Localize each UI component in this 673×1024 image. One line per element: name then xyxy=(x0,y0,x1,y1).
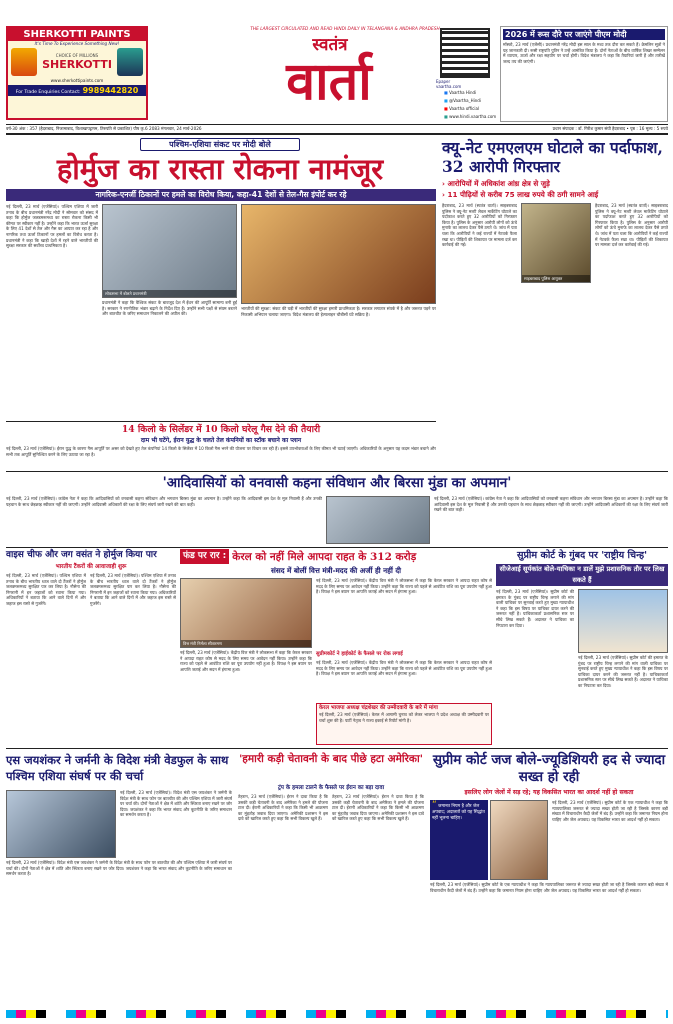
lead-photo[interactable] xyxy=(102,204,237,298)
ad-trade-label: For Trade Enquiries Contact: xyxy=(15,90,81,95)
jaishankar-body-2: नई दिल्ली, 23 मार्च (एजेंसियां)। विदेश मंत्री एस जयशंकर ने जर्मनी के विदेश मंत्री के साथ फोन पर बातचीत की और पश्चिम एशिया में जारी संघर्ष पर चर्चा की। दोनों नेताओं ने क्षेत्र में शांति और स्थिरता बनाए रखने पर जोर दिया। जयशंकर ने कहा कि भारत संवाद और कूटनीति के जरिए समाधान का समर्थन करता है। xyxy=(6,860,232,877)
lead-photo-caption: लोकसभा में बोलते प्रधानमंत्री xyxy=(103,290,236,297)
ad-logo: SHERKOTTI xyxy=(42,58,112,71)
quint-body: हैदराबाद, 23 मार्च (स्वतंत्र वार्ता)। साइबराबाद पुलिस ने क्यू-नेट मल्टी लेवल मार्केटिंग घोटाले का पर्दाफाश करते हुए 32 आरोपियों को गिरफ्तार किया है। पुलिस के अनुसार आरोपी लोगों को ऊंचे मुनाफे का लालच देकर पैसे ठगते थे। जांच में पता चला कि आरोपियों ने कई राज्यों में नेटवर्क फैला रखा था। पीड़ितों की शिकायत पर मामला दर्ज कर कार्रवाई की गई। xyxy=(442,203,517,248)
qr-url[interactable]: vaartha.com xyxy=(436,84,462,89)
kerala-sub2: सुप्रीमकोर्ट ने हाईकोर्ट के फैसले पर रोक लगाई xyxy=(316,651,403,657)
gas-headline[interactable]: 14 किलो के सिलेंडर में 10 किलो घरेलू गैस देने की तैयारी xyxy=(121,424,321,435)
sc-judge-body: नई दिल्ली, 23 मार्च (एजेंसियां)। सुप्रीम कोर्ट के एक न्यायाधीश ने कहा कि न्यायपालिका जरूरत से ज्यादा सख्त होती जा रही है जिसके कारण बड़ी संख्या में विचाराधीन कैदी जेलों में बंद हैं। उन्होंने कहा कि जमानत नियम होना चाहिए और जेल अपवाद। यह विकसित भारत का आदर्श नहीं हो सकता। xyxy=(552,800,668,822)
gas-body: नई दिल्ली, 23 मार्च (एजेंसियां)। ईरान युद्ध के कारण गैस आपूर्ति पर असर को देखते हुए तेल कंपनियां 14 किलो के सिलेंडर में 10 किलो गैस भरने की योजना पर विचार कर रही हैं। इससे उपभोक्ताओं के लिए कीमत भी घटाई जाएगी। अधिकारियों के अनुसार यह कदम भंडार बचाने और सभी तक आपूर्ति सुनिश्चित करने के लिए उठाया जा रहा है। xyxy=(6,446,436,457)
qr-label: Epaper xyxy=(436,79,451,84)
ad-logo-line1: CHOICE OF MILLIONS xyxy=(55,53,99,58)
quint-photo-caption: साइबराबाद पुलिस आयुक्त xyxy=(522,275,590,282)
youtube-link[interactable]: ■ Vaartha official xyxy=(444,106,480,111)
trump-body-2: तेहरान, 23 मार्च (एजेंसियां)। ईरान ने दावा किया है कि उसकी कड़ी चेतावनी के बाद अमेरिका ने हमले की योजना टाल दी। ईरानी अधिकारियों ने कहा कि किसी भी आक्रमण का मुंहतोड़ जवाब दिया जाएगा। अमेरिकी प्रशासन ने इस दावे को खारिज करते हुए कहा कि सभी विकल्प खुले हैं। xyxy=(332,794,424,822)
lead-headline[interactable]: होर्मुज का रास्ता रोकना नामंजूर xyxy=(56,152,384,186)
quint-bullet-1: आरोपियों में अधिकांश आंध्र क्षेत्र से जुड़े xyxy=(447,179,550,188)
twitter-link[interactable]: ■ @Vaartha_Hindi xyxy=(444,98,481,103)
sc-judge-subhead: इसलिए लोग जेलों में सड़ रहे; यह विकसित भारत का आदर्श नहीं हो सकता xyxy=(464,789,634,796)
kerala-subhead: संसद में बोलीं वित्त मंत्री-मदद की अर्जी ही नहीं दी xyxy=(270,566,401,575)
bullet-icon: › xyxy=(442,179,445,188)
kerala-box[interactable] xyxy=(316,703,492,745)
tribal-body-2: नई दिल्ली, 23 मार्च (एजेंसियां)। कांग्रेस नेता ने कहा कि आदिवासियों को वनवासी कहना संविधान और भगवान बिरसा मुंडा का अपमान है। उन्होंने कहा कि आदिवासी इस देश के मूल निवासी हैं और उनकी पहचान के साथ छेड़छाड़ स्वीकार नहीं की जाएगी। उन्होंने आदिवासी अधिकारों की रक्षा के लिए संघर्ष जारी रखने की बात कही। xyxy=(434,496,668,513)
kerala-photo[interactable] xyxy=(180,578,312,648)
tribal-photo[interactable] xyxy=(326,496,430,544)
kerala-body-2: नई दिल्ली, 23 मार्च (एजेंसियां)। केंद्रीय वित्त मंत्री ने लोकसभा में कहा कि केरल सरकार ने आपदा राहत कोष से मदद के लिए समय पर आवेदन नहीं किया। उन्होंने कहा कि राज्य को पहले से आवंटित राशि का पूरा उपयोग नहीं हुआ है। विपक्ष ने इस बयान पर आपत्ति जताई और सदन में हंगामा हुआ। xyxy=(180,650,312,672)
paint-bucket-icon xyxy=(117,48,143,76)
masthead-title: वार्ता xyxy=(286,51,372,112)
lead-photo-2[interactable] xyxy=(241,204,436,304)
youtube-icon: ■ xyxy=(444,106,448,111)
sc-emblem-subhead: सीजेआई सूर्यकांत बोले-याचिका न डालें मुझे प्रशासनिक तौर पर लिख सकते हैं xyxy=(496,564,668,586)
kerala-tag: फंड पर रार : xyxy=(180,549,229,564)
lead-body-mid: प्रधानमंत्री ने कहा कि वैश्विक संकट के बावजूद देश में ईंधन की आपूर्ति सामान्य बनी हुई है। सरकार ने रणनीतिक भंडार बढ़ाने के निर्देश दिए हैं। उन्होंने सभी पक्षों से संयम बरतने और बातचीत के जरिए समाधान निकालने की अपील की। xyxy=(102,300,237,317)
gas-subhead: दाम भी घटेंगे, ईरान युद्ध के चलते तेल कंपनियों का स्टॉक बचाने का प्लान xyxy=(140,437,302,444)
globe-icon: ■ xyxy=(444,114,448,119)
lead-subhead: नागरिक-एनर्जी ठिकानों पर हमले का विरोध किया, कहा-41 देशों से तेल-गैस इंपोर्ट कर रहे xyxy=(6,189,436,201)
website-link[interactable]: ■ www.hindi.vaartha.com xyxy=(444,114,497,119)
warship-subhead: भारतीय टैंकरों की आवाजाही शुरू xyxy=(55,564,127,570)
edition-line: वर्ष-30 अंक : 357 (हैदराबाद, निजामाबाद, विशाखापट्टणम, तिरुपति से प्रकाशित) पौष कृ.6 2083 मंगलवार, 24 मार्च-2026 xyxy=(6,126,202,131)
ad-phone[interactable]: 9989442820 xyxy=(82,86,139,95)
supreme-court-photo[interactable] xyxy=(578,589,668,653)
kerala-box-headline: केरल भाजपा अध्यक्ष चंद्रशेखर की उम्मीदवारी के बारे में मांगा xyxy=(319,705,438,711)
quote-icon: “ xyxy=(432,800,437,810)
tribal-headline[interactable]: 'आदिवासियों को वनवासी कहना संविधान और बिरसा मुंडा का अपमान' xyxy=(162,475,512,491)
color-register-strip xyxy=(6,1010,668,1018)
warship-body-2: नई दिल्ली, 23 मार्च (एजेंसियां)। पश्चिम एशिया में तनाव के बीच भारतीय ध्वज वाले दो टैंकरों ने होर्मुज जलडमरूमध्य सुरक्षित पार कर लिया है। नौसेना की निगरानी में इन जहाजों को रवाना किया गया। अधिकारियों ने बताया कि आने वाले दिनों में और जहाज इस रास्ते से गुजरेंगे। xyxy=(90,573,176,606)
quint-body-2: हैदराबाद, 23 मार्च (स्वतंत्र वार्ता)। साइबराबाद पुलिस ने क्यू-नेट मल्टी लेवल मार्केटिंग घोटाले का पर्दाफाश करते हुए 32 आरोपियों को गिरफ्तार किया है। पुलिस के अनुसार आरोपी लोगों को ऊंचे मुनाफे का लालच देकर पैसे ठगते थे। जांच में पता चला कि आरोपियों ने कई राज्यों में नेटवर्क फैला रखा था। पीड़ितों की शिकायत पर मामला दर्ज कर कार्रवाई की गई। xyxy=(595,203,668,248)
jaishankar-photo[interactable] xyxy=(6,790,116,858)
facebook-link[interactable]: ■ Vaartha Hindi xyxy=(444,90,477,95)
kerala-body: नई दिल्ली, 23 मार्च (एजेंसियां)। केंद्रीय वित्त मंत्री ने लोकसभा में कहा कि केरल सरकार ने आपदा राहत कोष से मदद के लिए समय पर आवेदन नहीं किया। उन्होंने कहा कि राज्य को पहले से आवंटित राशि का पूरा उपयोग नहीं हुआ है। विपक्ष ने इस बयान पर आपत्ति जताई और सदन में हंगामा हुआ। xyxy=(316,578,492,595)
paint-bucket-icon xyxy=(11,48,37,76)
trump-body: तेहरान, 23 मार्च (एजेंसियां)। ईरान ने दावा किया है कि उसकी कड़ी चेतावनी के बाद अमेरिका ने हमले की योजना टाल दी। ईरानी अधिकारियों ने कहा कि किसी भी आक्रमण का मुंहतोड़ जवाब दिया जाएगा। अमेरिकी प्रशासन ने इस दावे को खारिज करते हुए कहा कि सभी विकल्प खुले हैं। xyxy=(238,794,328,822)
jaishankar-body: नई दिल्ली, 23 मार्च (एजेंसियां)। विदेश मंत्री एस जयशंकर ने जर्मनी के विदेश मंत्री के साथ फोन पर बातचीत की और पश्चिम एशिया में जारी संघर्ष पर चर्चा की। दोनों नेताओं ने क्षेत्र में शांति और स्थिरता बनाए रखने पर जोर दिया। जयशंकर ने कहा कि भारत संवाद और कूटनीति के जरिए समाधान का समर्थन करता है। xyxy=(120,790,232,818)
top-right-story[interactable] xyxy=(500,26,668,122)
trump-headline[interactable]: 'हमारी कड़ी चेतावनी के बाद पीछे हटा अमेरिका' xyxy=(239,753,423,765)
lead-body-left: नई दिल्ली, 23 मार्च (एजेंसियां)। पश्चिम एशिया में जारी तनाव के बीच प्रधानमंत्री नरेंद्र मोदी ने सोमवार को संसद में कहा कि होर्मुज जलडमरूमध्य का रास्ता रोकना किसी भी कीमत पर स्वीकार नहीं है। उन्होंने कहा कि भारत ऊर्जा सुरक्षा के लिए 41 देशों से तेल और गैस का आयात कर रहा है और नागरिक तथा ऊर्जा ठिकानों पर हमलों का विरोध करता है। प्रधानमंत्री ने कहा कि खाड़ी देशों में रहने वाले भारतीयों की सुरक्षा सरकार की सर्वोच्च प्राथमिकता है। xyxy=(6,204,98,249)
bullet-icon: › xyxy=(442,190,445,199)
sc-emblem-body-2: नई दिल्ली, 23 मार्च (एजेंसियां)। सुप्रीम कोर्ट की इमारत के गुंबद पर राष्ट्रीय चिन्ह लगाने की मांग वाली याचिका पर सुनवाई करते हुए मुख्य न्यायाधीश ने कहा कि इस विषय पर याचिका दायर करने की जरूरत नहीं है। याचिकाकर्ता प्रशासनिक स्तर पर सीधे लिख सकते हैं। अदालत ने याचिका का निपटारा कर दिया। xyxy=(578,655,668,688)
tribal-body: नई दिल्ली, 23 मार्च (एजेंसियां)। कांग्रेस नेता ने कहा कि आदिवासियों को वनवासी कहना संविधान और भगवान बिरसा मुंडा का अपमान है। उन्होंने कहा कि आदिवासी इस देश के मूल निवासी हैं और उनकी पहचान के साथ छेड़छाड़ स्वीकार नहीं की जाएगी। उन्होंने आदिवासी अधिकारों की रक्षा के लिए संघर्ष जारी रखने की बात कही। xyxy=(6,496,322,507)
ad-brand: SHERKOTTI PAINTS xyxy=(8,28,146,41)
kerala-headline-bar[interactable] xyxy=(180,549,492,564)
kerala-box-body: नई दिल्ली, 23 मार्च (एजेंसियां)। केरल में आगामी चुनाव को लेकर भाजपा ने प्रदेश अध्यक्ष की उम्मीदवारी पर चर्चा शुरू की है। पार्टी नेतृत्व ने राज्य इकाई से रिपोर्ट मांगी है। xyxy=(319,712,489,723)
trump-subhead: ट्रंप के हमला टालने के फैसले पर ईरान का बड़ा दावा xyxy=(277,785,385,791)
sc-emblem-body: नई दिल्ली, 23 मार्च (एजेंसियां)। सुप्रीम कोर्ट की इमारत के गुंबद पर राष्ट्रीय चिन्ह लगाने की मांग वाली याचिका पर सुनवाई करते हुए मुख्य न्यायाधीश ने कहा कि इस विषय पर याचिका दायर करने की जरूरत नहीं है। याचिकाकर्ता प्रशासनिक स्तर पर सीधे लिख सकते हैं। अदालत ने याचिका का निपटारा कर दिया। xyxy=(496,589,574,628)
kerala-photo-caption: वित्त मंत्री निर्मला सीतारमण xyxy=(181,640,311,647)
sc-judge-body-2: नई दिल्ली, 23 मार्च (एजेंसियां)। सुप्रीम कोर्ट के एक न्यायाधीश ने कहा कि न्यायपालिका जरूरत से ज्यादा सख्त होती जा रही है जिसके कारण बड़ी संख्या में विचाराधीन कैदी जेलों में बंद हैं। उन्होंने कहा कि जमानत नियम होना चाहिए और जेल अपवाद। यह विकसित भारत का आदर्श नहीं हो सकता। xyxy=(430,882,668,893)
social-links xyxy=(444,89,508,121)
paint-advertisement[interactable] xyxy=(6,26,148,120)
top-right-body: मॉस्को, 23 मार्च (एजेंसी)। प्रधानमंत्री नरेंद्र मोदी इस साल के मध्य तक दौरा कर सकते हैं। क्रेमलिन सूत्रों ने यह जानकारी दी। रूसी राष्ट्रपति पुतिन ने उन्हें आमंत्रित किया है। दोनों नेताओं के बीच वार्षिक शिखर सम्मेलन में व्यापार, ऊर्जा और रक्षा सहयोग पर चर्चा होगी। विदेश मंत्रालय ने कहा कि तैयारियां जारी हैं और तारीखें जल्द तय की जाएंगी। xyxy=(503,42,665,64)
twitter-icon: ■ xyxy=(444,98,448,103)
ad-website[interactable]: www.sherkottipaints.com xyxy=(50,78,104,83)
sc-judge-headline[interactable]: सुप्रीम कोर्ट जज बोले-ज्यूडिशियरी हद से ज्यादा सख्त हो रही xyxy=(432,752,666,785)
masthead-title-top: स्वतंत्र xyxy=(312,35,348,55)
epaper-qr-code[interactable] xyxy=(440,28,490,78)
warship-body: नई दिल्ली, 23 मार्च (एजेंसियां)। पश्चिम एशिया में तनाव के बीच भारतीय ध्वज वाले दो टैंकरों ने होर्मुज जलडमरूमध्य सुरक्षित पार कर लिया है। नौसेना की निगरानी में इन जहाजों को रवाना किया गया। अधिकारियों ने बताया कि आने वाले दिनों में और जहाज इस रास्ते से गुजरेंगे। xyxy=(6,573,86,606)
lead-body-right: भारतीयों की सुरक्षा: संकट की घड़ी में भारतीयों की सुरक्षा हमारी प्राथमिकता है। सरकार लगातार संपर्क में है और जरूरत पड़ने पर निकासी अभियान चलाया जाएगा। विदेश मंत्रालय की हेल्पलाइन चौबीसों घंटे सक्रिय है। xyxy=(241,306,436,317)
sc-judge-photo[interactable] xyxy=(490,800,548,880)
kerala-body-3: नई दिल्ली, 23 मार्च (एजेंसियां)। केंद्रीय वित्त मंत्री ने लोकसभा में कहा कि केरल सरकार ने आपदा राहत कोष से मदद के लिए समय पर आवेदन नहीं किया। उन्होंने कहा कि राज्य को पहले से आवंटित राशि का पूरा उपयोग नहीं हुआ है। विपक्ष ने इस बयान पर आपत्ति जताई और सदन में हंगामा हुआ। xyxy=(316,660,492,677)
quint-bullet-2: 11 पीढ़ियों से करीब 75 लाख रुपये की ठगी सामने आई xyxy=(447,190,599,199)
quint-headline[interactable]: क्यू-नेट एमएलएम घोटाले का पर्दाफाश, 32 आरोपी गिरफ्तार xyxy=(442,138,663,176)
quint-bullets xyxy=(442,178,668,200)
warship-headline[interactable]: वाइस चीफ और जग वसंत ने होर्मुज किया पार xyxy=(6,550,157,560)
masthead-tagline: THE LARGEST CIRCULATED AND READ HINDI DAILY IN TELANGANA & ANDHRA PRADESH xyxy=(250,27,440,32)
facebook-icon: ■ xyxy=(444,90,448,95)
jaishankar-headline[interactable]: एस जयशंकर ने जर्मनी के विदेश मंत्री वेडफुल के साथ पश्चिम एशिया संघर्ष पर की चर्चा xyxy=(6,753,229,783)
top-right-headline: 2026 में रूस दौरे पर जाएंगे पीएम मोदी xyxy=(503,29,665,40)
ad-tagline: It's Time To Experience Something New! xyxy=(34,41,120,46)
lead-kicker: पश्चिम-एशिया संकट पर मोदी बोले xyxy=(140,138,300,151)
quint-photo[interactable] xyxy=(521,203,591,283)
kerala-headline: केरल को नहीं मिले आपदा राहत के 312 करोड़ xyxy=(232,550,417,563)
editor-line: प्रधान संपादक : डॉ. गिरीश कुमार संघी हैदराबाद • पृष्ठ : 16 मूल्य : 5 रुपये xyxy=(552,126,668,131)
sc-emblem-headline[interactable]: सुप्रीम कोर्ट के गुंबद पर 'राष्ट्रीय चिन्ह' xyxy=(516,550,648,561)
sc-judge-quote: “ जमानत नियम है और जेल अपवाद; अदालतों को यह सिद्धांत नहीं भूलना चाहिए। xyxy=(430,800,488,880)
